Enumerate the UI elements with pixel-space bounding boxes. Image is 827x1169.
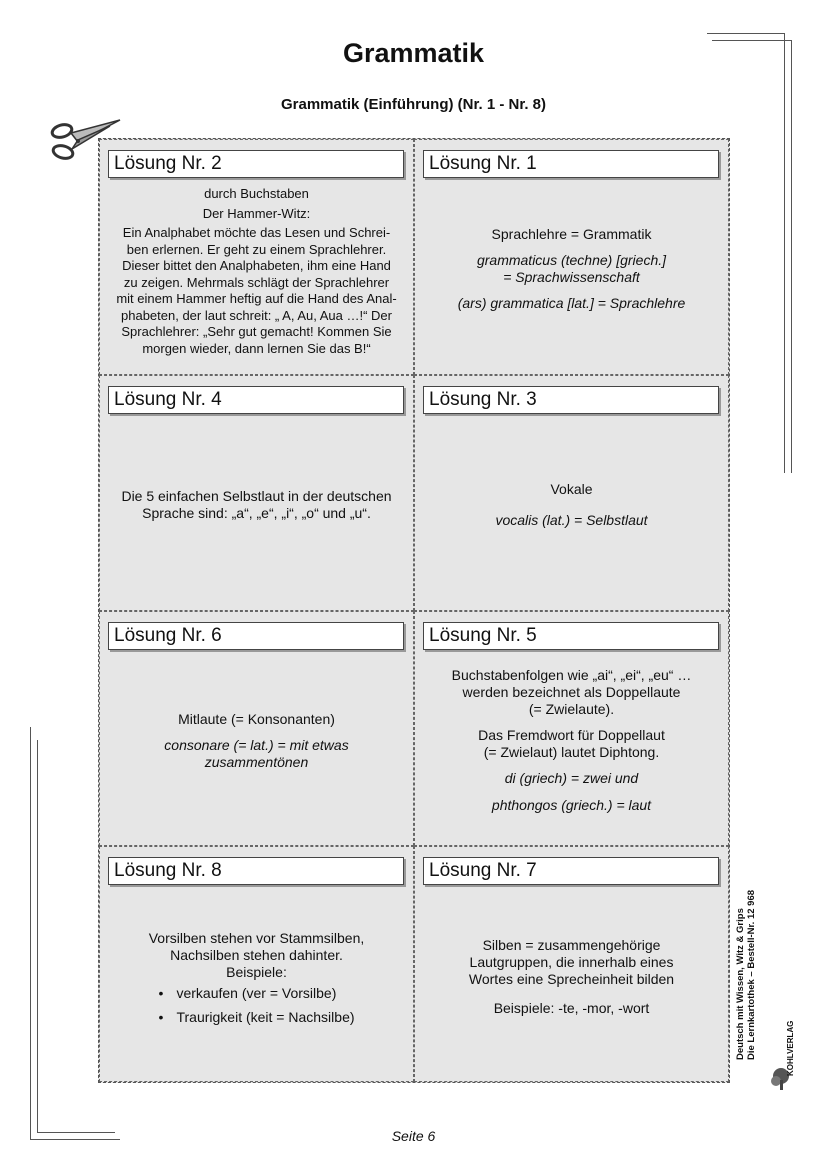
list-item: • Traurigkeit (keit = Nachsilbe) — [158, 1009, 354, 1026]
card-body — [423, 650, 720, 838]
card-grid — [98, 138, 730, 1083]
card-text: Vokale — [550, 481, 593, 498]
page-footer: Seite 6 — [391, 1128, 436, 1144]
frame-line-bottom-left-v2 — [37, 740, 38, 1132]
card-loesung-7 — [414, 846, 729, 1082]
card-text: di (griech) = zwei und — [504, 770, 639, 787]
card-title: Lösung Nr. 5 — [423, 622, 719, 650]
card-loesung-4 — [99, 375, 414, 611]
card-text: zusammentönen — [204, 753, 309, 770]
card-text: Buchstabenfolgen wie „ai“, „ei“, „eu“ … — [451, 667, 692, 684]
card-loesung-6 — [99, 611, 414, 847]
card-text: phthongos (griech.) = laut — [491, 797, 652, 814]
card-text: (= Zwielaut) lautet Diphtong. — [483, 744, 660, 761]
card-text: Mitlaute (= Konsonanten) — [178, 710, 335, 727]
card-text: Beispiele: -te, -mor, -wort — [493, 999, 650, 1016]
card-text: Beispiele: — [226, 963, 287, 980]
card-text: consonare (= lat.) = mit etwas — [164, 736, 349, 753]
card-body — [108, 178, 405, 366]
side-line-1: Deutsch mit Wissen, Witz & Grips — [735, 908, 746, 1060]
card-loesung-2 — [99, 139, 414, 375]
card-title: Lösung Nr. 4 — [108, 386, 404, 414]
card-body — [423, 414, 720, 602]
card-body — [108, 885, 405, 1073]
frame-line-top-right — [707, 33, 785, 34]
card-text: durch Buchstaben — [204, 186, 309, 201]
card-loesung-3 — [414, 375, 729, 611]
card-text: Sprache sind: „a“, „e“, „i“, „o“ und „u“. — [142, 505, 371, 522]
side-line-2: Die Lernkartothek – Bestell-Nr. 12 968 — [746, 889, 757, 1060]
card-title: Lösung Nr. 3 — [423, 386, 719, 414]
card-loesung-1 — [414, 139, 729, 375]
card-title: Lösung Nr. 2 — [108, 150, 404, 178]
tree-logo-icon — [770, 1032, 800, 1092]
frame-line-bottom-left-v1 — [30, 727, 31, 1139]
card-text: Silben = zusammengehörige — [482, 936, 661, 953]
card-text: Der Hammer-Witz: — [202, 205, 311, 221]
card-title: Lösung Nr. 8 — [108, 857, 404, 885]
card-text: grammaticus (techne) [griech.] — [476, 252, 667, 269]
card-title: Lösung Nr. 1 — [423, 150, 719, 178]
card-text: Sprachlehre = Grammatik — [491, 226, 652, 243]
card-body — [423, 178, 720, 366]
card-text: (= Zwielaute). — [528, 701, 615, 718]
card-loesung-8 — [99, 846, 414, 1082]
card-text: vocalis (lat.) = Selbstlaut — [495, 512, 648, 529]
card-body — [108, 414, 405, 602]
card-text: werden bezeichnet als Doppellaute — [462, 684, 681, 701]
card-body — [108, 650, 405, 838]
card-title: Lösung Nr. 6 — [108, 622, 404, 650]
list-item: • verkaufen (ver = Vorsilbe) — [158, 985, 354, 1002]
card-text: Das Fremdwort für Doppellaut — [478, 727, 665, 744]
card-body — [423, 885, 720, 1073]
publisher-logo-text: KOHLVERLAG — [786, 1020, 795, 1076]
card-text: Lautgruppen, die innerhalb eines — [469, 953, 674, 970]
card-text: Nachsilben stehen dahinter. — [170, 946, 343, 963]
card-text: = Sprachwissenschaft — [503, 269, 640, 286]
card-text: Wortes eine Sprecheinheit bilden — [468, 970, 675, 987]
card-loesung-5 — [414, 611, 729, 847]
card-text: Die 5 einfachen Selbstlaut in der deutschen — [121, 488, 392, 505]
page-title: Grammatik — [342, 38, 485, 68]
card-text: Vorsilben stehen vor Stammsilben, — [148, 929, 365, 946]
page-subtitle: Grammatik (Einführung) (Nr. 1 - Nr. 8) — [280, 96, 547, 113]
card-text: (ars) grammatica [lat.] = Sprachlehre — [457, 295, 686, 312]
card-title: Lösung Nr. 7 — [423, 857, 719, 885]
card-text: Ein Analphabet möchte das Lesen und Schrei-ben erlernen. Er geht zu einem Sprachlehrer. Dieser bittet den Analphabeten, ihm eine Hand zu zeigen. Mehrmals schlägt der Sprachlehrer mit einem Hammer heftig auf die Hand des Anal-phabeten, der laut schreit: „ A, Au, Aua …!“ Der Sprachlehrer: „Sehr gut gemacht! Kommen Sie morgen wieder, dann lernen Sie das B!“ — [116, 225, 397, 356]
example-list — [158, 985, 354, 1033]
